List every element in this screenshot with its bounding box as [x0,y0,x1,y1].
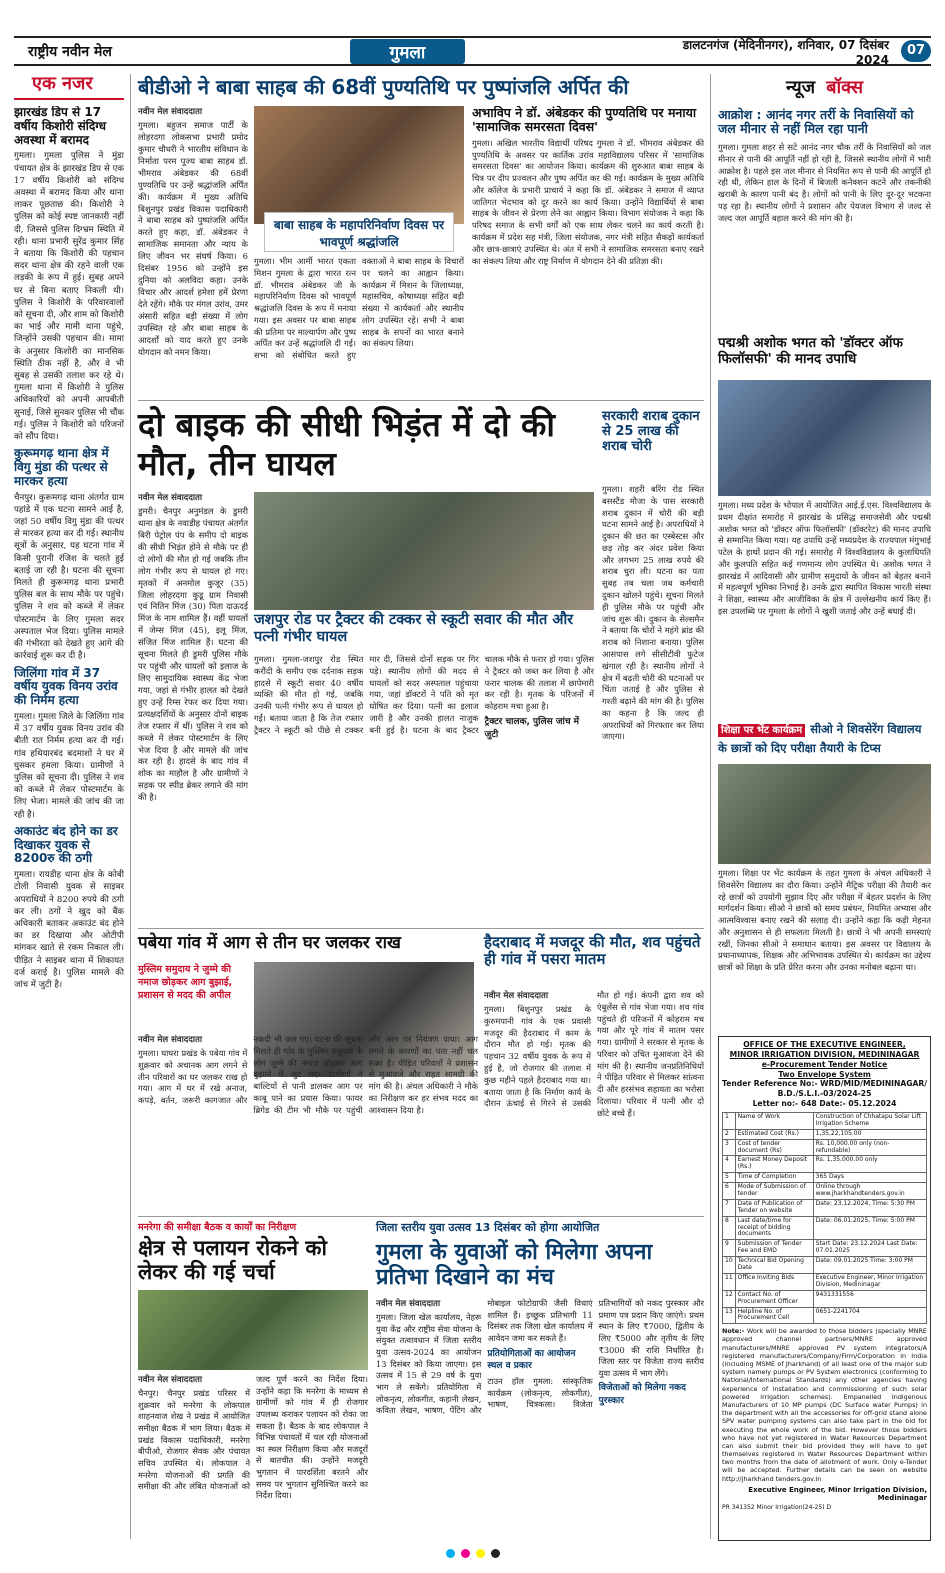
liquor-story [602,484,704,924]
ek-nazar-column [14,106,124,1536]
liquor-headline: सरकारी शराब दुकान से 25 लाख की शराब चोरी [602,409,700,454]
tender-cell: 0651-2241704 [813,1307,926,1324]
tender-cell: 10 [723,1257,736,1274]
tender-cell: Last date/time for receipt of bidding documents [735,1216,813,1240]
story-headline: अकाउंट बंद होने का डर दिखाकर युवक से 8200रु की ठगी [14,823,118,866]
news-box-headline: आक्रोश : आनंद नगर तर्री के निवासियों को जल मीनार से नहीं मिल रहा पानी [718,107,914,137]
tribute-story [254,256,464,396]
tender-cell: 365 Days [813,1173,926,1183]
tender-cell: 4 [723,1156,736,1173]
tender-note: Note:- Work will be awarded to those bidders (specially MNRE approved channel partners/MNRE approved manufacturers/MNRE approved PV system integrators/A registered manufacturers/Company/Firm/Corporation in India (including MSME of Jharkhand) of all least one of the major sub system namely pumps or PV System electronics (conforming to National/International Standards) any other agencies having experience of installation and commissioning of such solar powered irrigation schemes). Empanelled Indigenous Manufacturers of 10 MP pumps (DC Surface water Pumps) in the department with all the accessories for off-grid stand alone SPV water pumping systems can also take part in the bid for executing the whole work of the bid. However those bidders who have not yet registered in Water Resources Department can also submit their bid provided they will have to get themselves registered in Water Resources Department within two months from the date of allotment of work. Only e-Tender will be accepted. Further details can be seen on website http://jharkhand tenders.gov.in [722,1327,927,1483]
tractor-story [254,654,594,924]
story-headline: अभाविप ने डॉ. अंबेडकर की पुण्यतिथि पर मनाया 'सामाजिक समरसता दिवस' [472,106,697,135]
hyderabad-headline: हैदराबाद में मजदूर की मौत, शव पहुंचते ही गांव में पसरा मातम [484,933,701,969]
tender-row [723,1307,927,1324]
manrega-kicker: मनरेगा की समीक्षा बैठक व कार्यों का निरीक्षण [138,1222,297,1233]
tender-cell: Date: 09.01.2025 Time: 3:00 PM [813,1257,926,1274]
tribute-caption: बाबा साहब के महापरिनिर्वाण दिवस पर भावपूर्ण श्रद्धांजलि [264,212,454,252]
tender-cell: 3 [723,1139,736,1156]
tender-row [723,1216,927,1240]
fire-headline: पबेया गांव में आग से तीन घर जलकर राख [138,933,401,953]
manrega-headline: क्षेत्र से पलायन रोकने को लेकर की गई चर्चा [138,1236,327,1285]
story-headline: कुरूमगढ़ थाना क्षेत्र में विगु मुंडा की पत्थर से मारकर हत्या [14,446,109,488]
story-body: गुमला। मध्य प्रदेश के भोपाल में आयोजित आई.ई.एस. विश्वविद्यालय के प्रथम दीक्षांत समारोह में झारखंड के प्रसिद्ध समाजसेवी और पद्मश्री अशोक भगत को 'डॉक्टर ऑफ फिलॉसफी' (डॉक्टरेट) की मानद उपाधि से सम्मानित किया गया। यह उपाधि उन्हें मध्यप्रदेश के राज्यपाल मंगुभाई पटेल के हाथों प्रदान की गई। समारोह में विश्वविद्यालय के कुलाधिपति और कुलपति सहित कई गणमान्य लोग उपस्थित थे। अशोक भगत ने झारखंड में आदिवासी और ग्रामीण समुदायों के जीवन को बेहतर बनाने में महत्वपूर्ण भूमिका निभाई है। उनके द्वारा स्थापित विकास भारती संस्था ने शिक्षा, स्वास्थ्य और आजीविका के क्षेत्र में उल्लेखनीय कार्य किए हैं। इस उपलब्धि पर गुमला के लोगों ने खुशी जताई और उन्हें बधाई दी। [718,500,931,617]
registration-dot [446,1549,455,1558]
story-body: गुमला। शिक्षा पर भेंट कार्यक्रम के तहत गुमला के अंचल अधिकारी ने शिवसेरेंग विद्यालय का दौरा किया। उन्होंने मैट्रिक परीक्षा की तैयारी कर रहे छात्रों को उपयोगी सुझाव दिए और परीक्षा में बेहतर प्रदर्शन के लिए मार्गदर्शन किया। सीओ ने छात्रों को समय प्रबंधन, नियमित अभ्यास और आत्मविश्वास बनाए रखने की सलाह दी। उन्होंने कहा कि कड़ी मेहनत और अनुशासन से ही सफलता मिलती है। छात्रों ने भी अपनी समस्याएं रखीं, जिनका सीओ ने समाधान बताया। इस अवसर पर विद्यालय के प्रधानाध्यापक, शिक्षक और अभिभावक उपस्थित थे। कार्यक्रम का उद्देश्य छात्रों को शिक्षा के प्रति प्रेरित करना और उनका मनोबल बढ़ाना था। [718,868,931,973]
tender-row [723,1240,927,1257]
shiksha-photo [718,764,931,864]
tender-cell: Name of Work [735,1113,813,1130]
tender-cell: Start Date: 23.12.2024 Last Date: 07.01.2025 [813,1240,926,1257]
story-subhead: प्रतियोगिताओं का आयोजन स्थल व प्रकार [487,1348,576,1372]
tender-cell: Estimated Cost (Rs.) [735,1129,813,1139]
story-headline: जिलिंगा गांव में 37 वर्षीय युवक विनय उरांव की निर्मम हत्या [14,665,118,708]
registration-dot [491,1549,500,1558]
bdo-story: नवीन मेल संवाददाता गुमला। बहुजन समाज पार्टी के लोहरदगा लोकसभा प्रभारी प्रमोद कुमार चौधरी ने भारतीय संविधान के निर्माता परम पूज्य बाबा साहब डॉ. भीमराव अंबेडकर की 68वीं पुण्यतिथि पर उन्हें श्रद्धांजलि अर्पित की। कार्यक्रम में मुख्य अतिथि बिशुनपुर प्रखंड विकास पदाधिकारी ने बाबा साहब को पुष्पांजलि अर्पित करते हुए कहा, डॉ. अंबेडकर ने सामाजिक समानता और न्याय के लिए जीवन भर संघर्ष किया। 6 दिसंबर 1956 को उन्होंने इस दुनिया को अलविदा कहा। उनके विचार और आदर्श हमेशा हमें प्रेरणा देते रहेंगे। मौके पर मंगल उरांव, उमर अंसारी सहित बड़ी संख्या में लोग उपस्थित रहे और बाबा साहब के आदर्शों को याद करते हुए उनके योगदान को नमन किया। [138,107,248,357]
tender-row [723,1129,927,1139]
tender-row [723,1113,927,1130]
story-body: गुमला। बहुजन समाज पार्टी के लोहरदगा लोकसभा प्रभारी प्रमोद कुमार चौधरी ने भारतीय संविधान के निर्माता परम पूज्य बाबा साहब डॉ. भीमराव अंबेडकर की 68वीं पुण्यतिथि पर उन्हें श्रद्धांजलि अर्पित की। कार्यक्रम में मुख्य अतिथि बिशुनपुर प्रखंड विकास पदाधिकारी ने बाबा साहब को पुष्पांजलि अर्पित करते हुए कहा, डॉ. अंबेडकर ने सामाजिक समानता और न्याय के लिए जीवन भर संघर्ष किया। 6 दिसंबर 1956 को उन्होंने इस दुनिया को अलविदा कहा। उनके विचार और आदर्श हमेशा हमें प्रेरणा देते रहेंगे। मौके पर मंगल उरांव, उमर अंसारी सहित बड़ी संख्या में लोग उपस्थित रहे और बाबा साहब के आदर्शों को याद करते हुए उनके योगदान को नमन किया। [138,120,248,357]
story-body: गुमला। गुमला शहर से सटे आनंद नगर चौक तर्री के निवासियों को जल मीनार से पानी की आपूर्ति नहीं हो रही है, जिससे स्थानीय लोगों में भारी आक्रोश है। पहले इस जल मीनार से नियमित रूप से पानी की आपूर्ति हो रही थी, लेकिन हाल के दिनों में बिजली कनेक्शन कटने और तकनीकी खराबी के कारण पानी बंद है। लोगों को पानी के लिए दूर-दूर भटकना पड़ रहा है। स्थानीय लोगों ने प्रशासन और पेयजल विभाग से जल्द से जल्द जल आपूर्ति बहाल करने की मांग की है। [718,142,931,223]
story-subhead: ट्रैक्टर चालक, पुलिस जांच में जुटी [484,716,580,740]
tender-row [723,1199,927,1216]
tender-cell: Rs. 10,000.00 only (non-refundable) [813,1139,926,1156]
story-body: गुमला। जिला खेल कार्यालय, नेहरू युवा केंद्र और राष्ट्रीय सेवा योजना के संयुक्त तत्वावधान में जिला स्तरीय युवा उत्सव-2024 का आयोजन 13 दिसंबर को किया जाएगा। इस उत्सव में 15 से 29 वर्ष के युवा भाग ले सकेंगे। प्रतियोगिता में लोकनृत्य, लोकगीत, कहानी लेखन, कविता लेखन, भाषण, पेंटिंग और मोबाइल फोटोग्राफी जैसी विधाएं शामिल हैं। इच्छुक प्रतिभागी 11 दिसंबर तक जिला खेल कार्यालय में आवेदन जमा कर सकते हैं। [376,1298,593,1416]
doctorate-headline: पद्मश्री अशोक भगत को 'डॉक्टर ऑफ फिलॉसफी' की मानद उपाधि [718,335,903,367]
tender-row [723,1173,927,1183]
youth-headline: गुमला के युवाओं को मिलेगा अपना प्रतिभा दिखाने का मंच [376,1240,653,1291]
print-registration-bar [14,1547,931,1559]
tender-cell: Technical Bid Opening Date [735,1257,813,1274]
story-body: चैनपुर। कुरूमगढ़ थाना अंतर्गत ग्राम पहांडे में एक घटना सामने आई है, जहां 50 वर्षीय विगु मुंडा की पत्थर से मारकर हत्या कर दी गई। स्थानीय सूत्रों के अनुसार, यह घटना गांव में किसी पुरानी रंजिश के चलते हुई बताई जा रही है। घटना की सूचना मिलते ही कुरूमगढ़ थाना प्रभारी पुलिस बल के साथ मौके पर पहुंचे। पुलिस ने शव को कब्जे में लेकर पोस्टमार्टम के लिए गुमला सदर अस्पताल भेज दिया। पुलिस मामले की गंभीरता को देखते हुए आगे की कार्रवाई शुरू कर दी है। [14,492,124,662]
dateline: डालटनगंज (मेदिनीनगर), शनिवार, 07 दिसंबर 2024 [682,37,889,67]
story-body: गुमला। गुमला पुलिस ने मुंडा पंचायत क्षेत्र के झारखंड डिप से एक 17 वर्षीय किशोरी को संदिग्ध अवस्था में बरामद किया और थाना लाकर पूछताछ की। किशोरी ने पुलिस को कोई स्पष्ट जानकारी नहीं दी, जिससे पुलिस दिग्भ्रम स्थिति में रही। थाना प्रभारी सुरेंद्र कुमार सिंह ने बताया कि किशोरी की पहचान सदर थाना क्षेत्र की रहने वाली एक लड़की के रूप में हुई। सुबह अपने घर से बिना बताए निकली थी। पुलिस ने किशोरी के परिवारवालों को सूचना दी, और शाम को किशोरी का भाई और मामी थाना पहुंचे, जिन्होंने उसकी पहचान की। मामा के अनुसार किशोरी का मानसिक स्थिति ठीक नहीं है, और वे भी सुबह से उसकी तलाश कर रहे थे। गुमला थाना में किशोरी ने पुलिस अधिकारियों को अपनी आपबीती सुनाई, जिसे सुनकर पुलिस भी चौंक गई। पुलिस ने किशोरी को परिजनों को सौंप दिया। [14,151,124,443]
tender-cell: 9 [723,1240,736,1257]
registration-dot [476,1549,485,1558]
story-body: गुमला। भीम आर्मी भारत एकता मिशन गुमला के द्वारा भारत रत्न डॉ. भीमराव अंबेडकर जी के महापरिनिर्वाण दिवस को भावपूर्ण श्रद्धांजलि दिवस के रूप में मनाया गया। इस अवसर पर बाबा साहब की प्रतिमा पर माल्यार्पण और पुष्प अर्पित कर उन्हें श्रद्धांजलि दी गई। सभा को संबोधित करते हुए वक्ताओं ने बाबा साहब के विचारों पर चलने का आह्वान किया। कार्यक्रम में मिशन के जिलाध्यक्ष, महासचिव, कोषाध्यक्ष सहित बड़ी संख्या में कार्यकर्ता और स्थानीय लोग उपस्थित रहे। सभी ने बाबा साहब के सपनों का भारत बनाने का संकल्प लिया। [254,256,464,361]
tender-cell: 1,35,22,105.00 [813,1129,926,1139]
column-divider [710,74,711,1539]
page-number: 07 [901,40,931,62]
tender-cell: 9431331556 [813,1290,926,1307]
tender-cell: 13 [723,1307,736,1324]
youth-kicker: जिला स्तरीय युवा उत्सव 13 दिसंबर को होगा आयोजित [376,1221,600,1234]
tender-cell: Executive Engineer, Minor Irrigation Division, Medininagar [813,1273,926,1290]
tender-notice [718,1036,931,1541]
accident-photo [254,492,594,610]
doctorate-story [718,500,931,714]
news-box-label: न्यूज बॉक्स [785,77,863,98]
story-body: गुमला। गुमला-जशपुर रोड स्थित करौंदी के समीप एक दर्दनाक सड़क हादसे में स्कूटी सवार 40 वर्षीय व्यक्ति की मौत हो गई, जबकि उनकी पत्नी गंभीर रूप से घायल हो गईं। बताया जाता है कि तेज रफ्तार ट्रैक्टर ने स्कूटी को पीछे से टक्कर मार दी, जिससे दोनों सड़क पर गिर पड़े। स्थानीय लोगों की मदद से घायलों को सदर अस्पताल पहुंचाया गया, जहां डॉक्टरों ने पति को मृत घोषित कर दिया। पत्नी का इलाज जारी है और उनकी हालत नाजुक बनी हुई है। घटना के बाद ट्रैक्टर चालक मौके से फरार हो गया। पुलिस ने ट्रैक्टर को जब्त कर लिया है और फरार चालक की तलाश में छापेमारी कर रही है। मृतक के परिजनों में कोहराम मचा हुआ है। [254,654,594,735]
news-box-story [718,142,931,330]
tender-row [723,1273,927,1290]
fire-story: नवीन मेल संवाददाता गुमला। घाघरा प्रखंड के पबेया गांव में शुक्रवार को अचानक आग लगने से तीन परिवारों का घर जलकर राख हो गया। आग में घर में रखे अनाज, कपड़े, बर्तन, जरूरी कागजात और नकदी भी जल गए। घटना की सूचना मिलते ही गांव के मुस्लिम समुदाय के लोग जुम्मे की नमाज छोड़कर आग बुझाने में जुट गए। ग्रामीणों ने बाल्टियों से पानी डालकर आग पर काबू पाने का प्रयास किया। फायर ब्रिगेड की टीम भी मौके पर पहुंची और आग पर नियंत्रण पाया। आग लगने के कारणों का पता नहीं चल सका है। पीड़ित परिवारों ने प्रशासन से मुआवजे और राहत सामग्री की मांग की है। अंचल अधिकारी ने मौके का निरीक्षण कर हर संभव मदद का आश्वासन दिया है। [138,1034,478,1115]
doctorate-photo [718,380,931,496]
story-headline: झारखंड डिप से 17 वर्षीय किशोरी संदिग्ध अवस्था में बरामद [14,106,106,147]
story-body: गुमला। शहरी बरिंग रोड स्थित बसस्टैंड मौजा के पास सरकारी शराब दुकान में चोरी की बड़ी घटना सामने आई है। अपराधियों ने दुकान की छत का एस्बेस्टस और छड़ तोड़ कर अंदर प्रवेश किया और लगभग 25 लाख रुपये की शराब चुरा ली। घटना का पता सुबह तब चला जब कर्मचारी दुकान खोलने पहुंचे। सूचना मिलते ही पुलिस मौके पर पहुंची और जांच शुरू की। दुकान के सेल्समैन ने बताया कि चोरों ने महंगे ब्रांड की शराब को निशाना बनाया। पुलिस आसपास लगे सीसीटीवी फुटेज खंगाल रही है। स्थानीय लोगों ने क्षेत्र में बढ़ती चोरी की घटनाओं पर चिंता जताई है और पुलिस से गश्ती बढ़ाने की मांग की है। पुलिस का कहना है कि जल्द ही अपराधियों को गिरफ्तार कर लिया जाएगा। [602,484,704,742]
tender-cell: 11 [723,1273,736,1290]
story-body: गुमला। गुमला जिले के जिलिंगा गांव में 37 वर्षीय युवक विनय उरांव की बीती रात निर्मम हत्या कर दी गई। गांव हथियारबंद बदमाशों ने घर में घुसकर हमला किया। ग्रामीणों ने पुलिस को सूचना दी। पुलिस ने शव को कब्जे में लेकर पोस्टमार्टम के लिए भेजा। मामले की जांच की जा रही है। [14,711,124,820]
manrega-story: नवीन मेल संवाददाता चैनपुर। चैनपुर प्रखंड परिसर में शुक्रवार को मनरेगा के लोकपाल शाहनवाज शेख ने प्रखंड में आयोजित समीक्षा बैठक में भाग लिया। बैठक में प्रखंड विकास पदाधिकारी, मनरेगा बीपीओ, रोजगार सेवक और पंचायत सचिव उपस्थित थे। लोकपाल ने मनरेगा योजनाओं की प्रगति की समीक्षा की और लंबित योजनाओं को जल्द पूर्ण करने का निर्देश दिया। उन्होंने कहा कि मनरेगा के माध्यम से ग्रामीणों को गांव में ही रोजगार उपलब्ध कराकर पलायन को रोका जा सकता है। बैठक के बाद लोकपाल ने विभिन्न पंचायतों में चल रही योजनाओं का स्थल निरीक्षण किया और मजदूरों से बातचीत की। उन्होंने मजदूरी भुगतान में पारदर्शिता बरतने और समय पर भुगतान सुनिश्चित करने का निर्देश दिया। [138,1374,368,1501]
tender-cell: Submission of Tender Fee and EMD [735,1240,813,1257]
shiksha-header: शिक्षा पर भेंट कार्यक्रम सीओ ने शिवसेरेंग विद्यालय के छात्रों को दिए परीक्षा तैयारी के टिप्स [718,722,922,755]
tender-pr: PR 341352 Minor Irrigation(24-25) D [722,1503,832,1511]
tender-cell: 5 [723,1173,736,1183]
tender-row [723,1290,927,1307]
tender-cell: 1 [723,1113,736,1130]
section-name: गुमला [350,39,466,64]
tender-cell: 2 [723,1129,736,1139]
newspaper-page [14,14,931,1559]
tender-cell: Date: 23.12.2024, Time: 5:30 PM [813,1199,926,1216]
story-body: गुमला। अखिल भारतीय विद्यार्थी परिषद गुमला ने डॉ. भीमराव अंबेडकर की पुण्यतिथि के अवसर पर कार्तिक उरांव महाविद्यालय परिसर में 'सामाजिक समरसता दिवस' का आयोजन किया। कार्यक्रम की शुरुआत बाबा साहब के चित्र पर दीप प्रज्वलन और पुष्प अर्पित कर की गई। कार्यक्रम के मुख्य अतिथि और कॉलेज के प्रभारी प्राचार्य ने कहा कि डॉ. अंबेडकर ने समाज में व्याप्त जातिगत भेदभाव को दूर करने का कार्य किया। उन्होंने विद्यार्थियों से बाबा साहब के जीवन से प्रेरणा लेने का आह्वान किया। विभाग संयोजक ने कहा कि परिषद समाज के सभी वर्गों को एक साथ लेकर चलने का कार्य करती है। कार्यक्रम में प्रदेश सह मंत्री, जिला संयोजक, नगर मंत्री सहित सैकड़ों कार्यकर्ता और छात्र-छात्राएं उपस्थित थे। अंत में सभी ने सामाजिक समरसता बनाए रखने का संकल्प लिया और राष्ट्र निर्माण में योगदान देने की प्रतिज्ञा की। [472,137,704,266]
tender-cell: 7 [723,1199,736,1216]
masthead [14,36,931,66]
column-divider [130,74,131,1539]
main-headline: दो बाइक की सीधी भिड़ंत में दो की मौत, तीन घायल [138,405,555,483]
tender-row [723,1257,927,1274]
tender-cell: Contact No. of Procurement Officer [735,1290,813,1307]
tender-cell: Helpline No. of Procurement Cell [735,1307,813,1324]
tender-header: OFFICE OF THE EXECUTIVE ENGINEER, MINOR IRRIGATION DIVISION, MEDININAGAR e-Procurement Tender Notice Two Envelope System Tender Reference No:- WRD/MID/MEDININAGAR/ B.D./S.L.I.-03/2024-25 Letter no:- 648 Date:- 05.12.2024 [722,1040,927,1109]
top-banner-headline: बीडीओ ने बाबा साहब की 68वीं पुण्यतिथि पर पुष्पांजलि अर्पित की [138,75,629,99]
tender-row [723,1156,927,1173]
section-divider [138,400,704,401]
shiksha-story [718,868,931,1032]
tender-cell: 12 [723,1290,736,1307]
tender-cell: Office Inviting Bids [735,1273,813,1290]
tender-row [723,1183,927,1200]
bike-story: नवीन मेल संवाददाता डुमरी। चैनपुर अनुमंडल के डुमरी थाना क्षेत्र के नवाडीह पंचायत अंतर्गत बिरी पेट्रोल पंप के समीप दो बाइक की सीधी भिड़ंत होने से मौके पर ही दो लोगों की मौत हो गई जबकि तीन लोग गंभीर रूप से घायल हो गए। मृतकों में अनमोल कुजूर (35) जिला लोहरदगा कुडू ग्राम निवासी एवं नितिन मिंज (30) पिता दाऊदई मिंज के नाम शामिल हैं। वहीं घायलों में जेम्स मिंज (45), इलू मिंज, संजित मिंज शामिल हैं। घटना की सूचना मिलते ही डुमरी पुलिस मौके पर पहुंची और घायलों को इलाज के लिए सामुदायिक स्वास्थ्य केंद्र भेजा गया, जहां से गंभीर हालत को देखते हुए उन्हें रिम्स रेफर कर दिया गया। प्रत्यक्षदर्शियों के अनुसार दोनों बाइक तेज रफ्तार में थीं। पुलिस ने शव को कब्जे में लेकर पोस्टमार्टम के लिए भेज दिया है और मामले की जांच कर रही है। हादसे के बाद गांव में शोक का माहौल है और ग्रामीणों ने सड़क पर स्पीड ब्रेकर लगाने की मांग की है। [138,493,248,803]
tribute-photo [254,106,464,224]
ek-nazar-label: एक नजर [14,74,124,100]
story-body: गुमला। बिशुनपुर प्रखंड के कुरुमपानी गांव के एक प्रवासी मजदूर की हैदराबाद में काम के दौरान मौत हो गई। मृतक की पहचान 32 वर्षीय युवक के रूप में हुई है, जो रोजगार की तलाश में कुछ महीने पहले हैदराबाद गया था। बताया जाता है कि निर्माण कार्य के दौरान ऊंचाई से गिरने से उसकी मौत हो गई। कंपनी द्वारा शव को एंबुलेंस से गांव भेजा गया। शव गांव पहुंचते ही परिजनों में कोहराम मच गया और पूरे गांव में मातम पसर गया। ग्रामीणों ने सरकार से मृतक के परिवार को उचित मुआवजा देने की मांग की है। स्थानीय जनप्रतिनिधियों ने पीड़ित परिवार से मिलकर सांत्वना दी और हरसंभव सहायता का भरोसा दिलाया। परिवार में पत्नी और दो छोटे बच्चे हैं। [484,990,704,1118]
abvp-story [472,106,704,396]
tender-cell: Construction of Chhatapu Solar Lift Irrigation Scheme [813,1113,926,1130]
tender-signature: Executive Engineer, Minor Irrigation Division, Medininagar [748,1485,927,1502]
registration-dot [461,1549,470,1558]
tender-cell: Date of Publication of Tender on website [735,1199,813,1216]
tender-cell: Date: 06.01.2025, Time: 5:00 PM [813,1216,926,1240]
story-body: डुमरी। चैनपुर अनुमंडल के डुमरी थाना क्षेत्र के नवाडीह पंचायत अंतर्गत बिरी पेट्रोल पंप के समीप दो बाइक की सीधी भिड़ंत होने से मौके पर ही दो लोगों की मौत हो गई जबकि तीन लोग गंभीर रूप से घायल हो गए। मृतकों में अनमोल कुजूर (35) जिला लोहरदगा कुडू ग्राम निवासी एवं नितिन मिंज (30) पिता दाऊदई मिंज के नाम शामिल हैं। वहीं घायलों में जेम्स मिंज (45), इलू मिंज, संजित मिंज शामिल हैं। घटना की सूचना मिलते ही डुमरी पुलिस मौके पर पहुंची और घायलों को इलाज के लिए सामुदायिक स्वास्थ्य केंद्र भेजा गया, जहां से गंभीर हालत को देखते हुए उन्हें रिम्स रेफर कर दिया गया। प्रत्यक्षदर्शियों के अनुसार दोनों बाइक तेज रफ्तार में थीं। पुलिस ने शव को कब्जे में लेकर पोस्टमार्टम के लिए भेज दिया है और मामले की जांच कर रही है। हादसे के बाद गांव में शोक का माहौल है और ग्रामीणों ने सड़क पर स्पीड ब्रेकर लगाने की मांग की है। [138,506,248,803]
section-divider [138,928,704,929]
tender-cell: 6 [723,1183,736,1200]
fire-kicker: मुस्लिम समुदाय ने जुम्मे की नमाज छोड़कर आग बुझाई, प्रशासन से मदद की अपील [138,964,233,1001]
story-body: टाउन हॉल गुमला: सांस्कृतिक कार्यक्रम (लोकनृत्य, लोकगीत), भाषण, चित्रकला। विजेता प्रतिभागियों को नकद पुरस्कार और प्रमाण पत्र प्रदान किए जाएंगे। प्रथम स्थान के लिए ₹7000, द्वितीय के लिए ₹5000 और तृतीय के लिए ₹3000 की राशि निर्धारित है। जिला स्तर पर विजेता राज्य स्तरीय युवा उत्सव में भाग लेंगे। [487,1298,704,1410]
tender-table [722,1112,927,1324]
tender-cell: Time of Completion [735,1173,813,1183]
youth-story: नवीन मेल संवाददाता गुमला। जिला खेल कार्यालय, नेहरू युवा केंद्र और राष्ट्रीय सेवा योजना के संयुक्त तत्वावधान में जिला स्तरीय युवा उत्सव-2024 का आयोजन 13 दिसंबर को किया जाएगा। इस उत्सव में 15 से 29 वर्ष के युवा भाग ले सकेंगे। प्रतियोगिता में लोकनृत्य, लोकगीत, कहानी लेखन, कविता लेखन, भाषण, पेंटिंग और मोबाइल फोटोग्राफी जैसी विधाएं शामिल हैं। इच्छुक प्रतिभागी 11 दिसंबर तक जिला खेल कार्यालय में आवेदन जमा कर सकते हैं। प्रतियोगिताओं का आयोजन स्थल व प्रकार टाउन हॉल गुमला: सांस्कृतिक कार्यक्रम (लोकनृत्य, लोकगीत), भाषण, चित्रकला। विजेता प्रतिभागियों को नकद पुरस्कार और प्रमाण पत्र प्रदान किए जाएंगे। प्रथम स्थान के लिए ₹7000, द्वितीय के लिए ₹5000 और तृतीय के लिए ₹3000 की राशि निर्धारित है। जिला स्तर पर विजेता राज्य स्तरीय युवा उत्सव में भाग लेंगे। विजेताओं को मिलेगा नकद पुरस्कार [376,1298,704,1416]
tender-row [723,1139,927,1156]
tractor-headline: जशपुर रोड पर ट्रैक्टर की टक्कर से स्कूटी सवार की मौत और पत्नी गंभीर घायल [254,612,574,645]
section-divider [138,1216,704,1217]
tender-cell: Online through www.jharkhandtenders.gov.in [813,1183,926,1200]
story-body: गुमला। रायडीह थाना क्षेत्र के कोबी टोली निवासी युवक से साइबर अपराधियों ने 8200 रुपये की ठगी कर ली। ठगों ने खुद को बैंक अधिकारी बताकर अकाउंट बंद होने का डर दिखाया और ओटीपी मांगकर खाते से रकम निकाल ली। पीड़ित ने साइबर थाना में शिकायत दर्ज कराई है। पुलिस मामले की जांच में जुटी है। [14,870,124,990]
story-subhead: विजेताओं को मिलेगा नकद पुरस्कार [598,1383,686,1407]
hyderabad-story: नवीन मेल संवाददाता गुमला। बिशुनपुर प्रखंड के कुरुमपानी गांव के एक प्रवासी मजदूर की हैदराबाद में काम के दौरान मौत हो गई। मृतक की पहचान 32 वर्षीय युवक के रूप में हुई है, जो रोजगार की तलाश में कुछ महीने पहले हैदराबाद गया था। बताया जाता है कि निर्माण कार्य के दौरान ऊंचाई से गिरने से उसकी मौत हो गई। कंपनी द्वारा शव को एंबुलेंस से गांव भेजा गया। शव गांव पहुंचते ही परिजनों में कोहराम मच गया और पूरे गांव में मातम पसर गया। ग्रामीणों ने सरकार से मृतक के परिवार को उचित मुआवजा देने की मांग की है। स्थानीय जनप्रतिनिधियों ने पीड़ित परिवार से मिलकर सांत्वना दी और हरसंभव सहायता का भरोसा दिलाया। परिवार में पत्नी और दो छोटे बच्चे हैं। [484,990,704,1118]
manrega-photo [138,1290,368,1370]
tender-cell: Rs. 1,35,000.00 only [813,1156,926,1173]
tender-cell: Cost of tender document (Rs) [735,1139,813,1156]
tender-cell: Earnest Money Deposit (Rs.) [735,1156,813,1173]
story-body: गुमला। घाघरा प्रखंड के पबेया गांव में शुक्रवार को अचानक आग लगने से तीन परिवारों का घर जलकर राख हो गया। आग में घर में रखे अनाज, कपड़े, बर्तन, जरूरी कागजात और नकदी भी जल गए। घटना की सूचना मिलते ही गांव के मुस्लिम समुदाय के लोग जुम्मे की नमाज छोड़कर आग बुझाने में जुट गए। ग्रामीणों ने बाल्टियों से पानी डालकर आग पर काबू पाने का प्रयास किया। फायर ब्रिगेड की टीम भी मौके पर पहुंची और आग पर नियंत्रण पाया। आग लगने के कारणों का पता नहीं चल सका है। पीड़ित परिवारों ने प्रशासन से मुआवजे और राहत सामग्री की मांग की है। अंचल अधिकारी ने मौके का निरीक्षण कर हर संभव मदद का आश्वासन दिया है। [138,1034,478,1115]
tender-cell: Mode of Submission of tender [735,1183,813,1200]
paper-name: राष्ट्रीय नवीन मेल [28,43,112,60]
story-body: चैनपुर। चैनपुर प्रखंड परिसर में शुक्रवार को मनरेगा के लोकपाल शाहनवाज शेख ने प्रखंड में आयोजित समीक्षा बैठक में भाग लिया। बैठक में प्रखंड विकास पदाधिकारी, मनरेगा बीपीओ, रोजगार सेवक और पंचायत सचिव उपस्थित थे। लोकपाल ने मनरेगा योजनाओं की प्रगति की समीक्षा की और लंबित योजनाओं को जल्द पूर्ण करने का निर्देश दिया। उन्होंने कहा कि मनरेगा के माध्यम से ग्रामीणों को गांव में ही रोजगार उपलब्ध कराकर पलायन को रोका जा सकता है। बैठक के बाद लोकपाल ने विभिन्न पंचायतों में चल रही योजनाओं का स्थल निरीक्षण किया और मजदूरों से बातचीत की। उन्होंने मजदूरी भुगतान में पारदर्शिता बरतने और समय पर भुगतान सुनिश्चित करने का निर्देश दिया। [138,1374,368,1501]
tender-cell: 8 [723,1216,736,1240]
